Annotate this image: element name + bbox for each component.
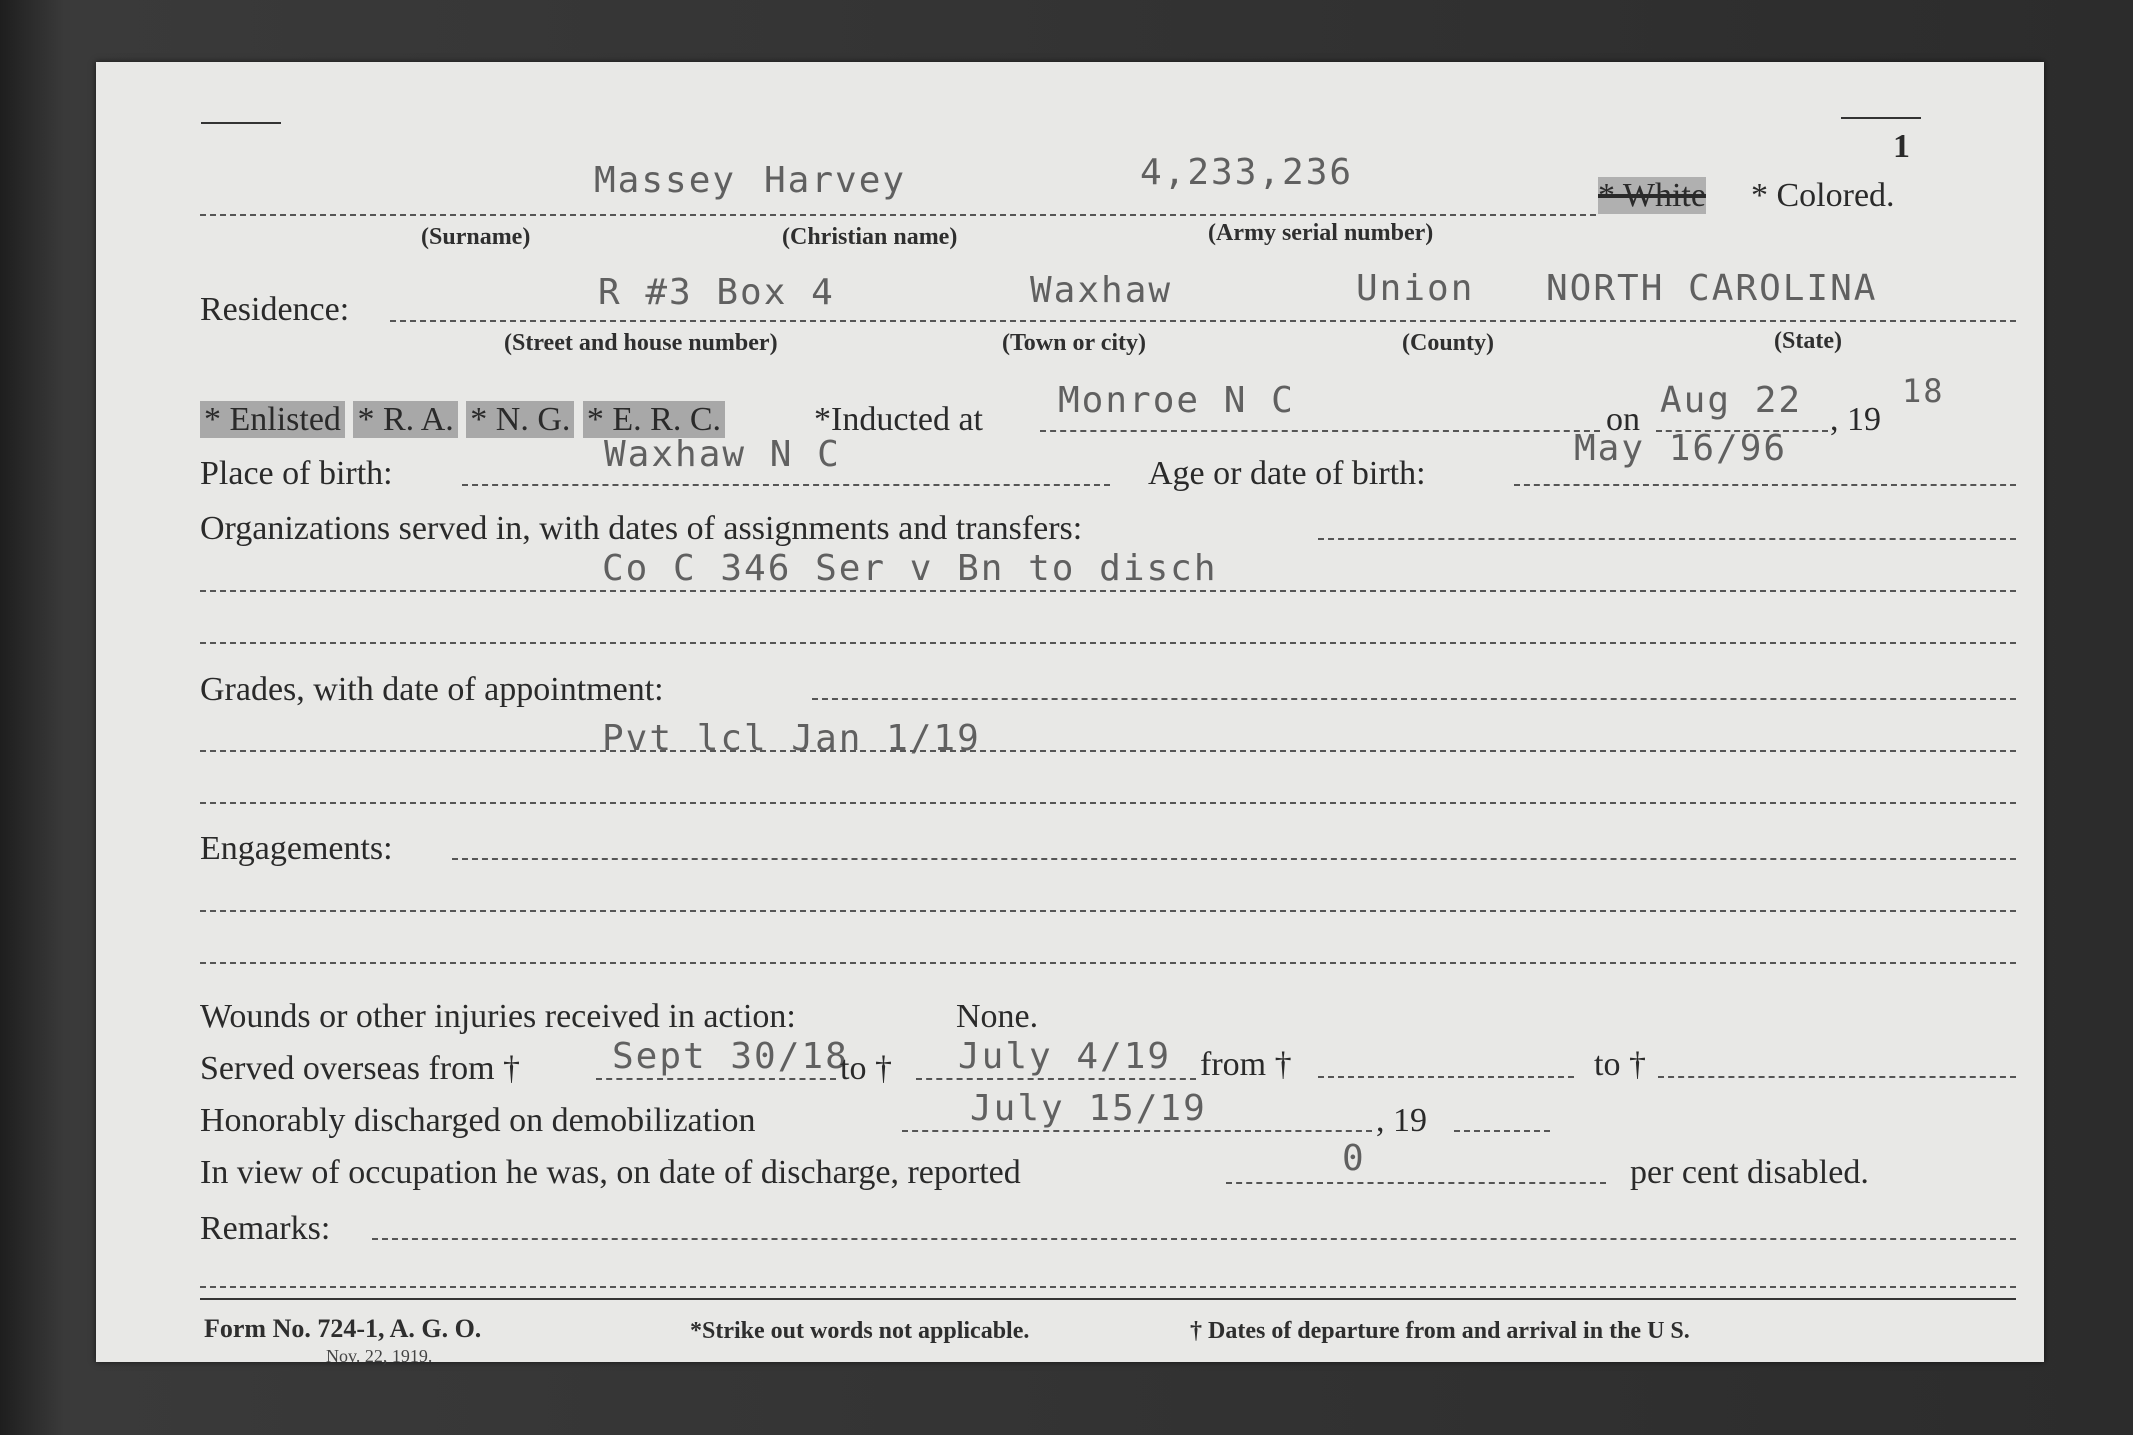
- street-caption: (Street and house number): [504, 330, 778, 356]
- inducted-line: [1040, 430, 1600, 432]
- disability-suffix: per cent disabled.: [1630, 1154, 1869, 1191]
- disability-label: In view of occupation he was, on date of discharge, reported: [200, 1154, 1021, 1191]
- residence-label: Residence:: [200, 291, 350, 328]
- engagements-line-3: [200, 962, 2016, 964]
- discharge-year-line: [1454, 1130, 1550, 1132]
- discharge-date-line: [902, 1130, 1372, 1132]
- race-white-struck: * White: [1598, 177, 1706, 214]
- overseas-to-2-label: to †: [1594, 1046, 1646, 1083]
- footnote-dates: † Dates of departure from and arrival in the U S.: [1190, 1318, 1690, 1344]
- overseas-to-2-line: [1658, 1076, 2016, 1078]
- form-number: Form No. 724-1, A. G. O.: [204, 1314, 482, 1343]
- overseas-to-line: [916, 1078, 1196, 1080]
- remarks-line-1: [372, 1238, 2016, 1240]
- overseas-to-label: to †: [840, 1050, 892, 1087]
- place-of-birth-value: Waxhaw N C: [604, 434, 841, 475]
- grades-line-3: [200, 802, 2016, 804]
- card-number: 1: [1893, 128, 1910, 165]
- grades-line-1: [812, 698, 2016, 700]
- footer-rule: [200, 1298, 2016, 1300]
- overseas-from-2-label: from †: [1200, 1046, 1292, 1083]
- organizations-value: Co C 346 Ser v Bn to disch: [602, 548, 1218, 589]
- ra-option: * R. A.: [353, 401, 457, 438]
- residence-street-value: R #3 Box 4: [598, 272, 835, 313]
- overseas-from-line: [596, 1078, 836, 1080]
- date-of-birth-value: May 16/96: [1574, 428, 1788, 469]
- date-of-birth-label: Age or date of birth:: [1148, 455, 1426, 492]
- organizations-label: Organizations served in, with dates of assignments and transfers:: [200, 510, 1083, 547]
- christian-name-value: Harvey: [764, 160, 907, 201]
- enlisted-option: * Enlisted: [200, 401, 345, 438]
- top-right-rule: [1841, 117, 1921, 119]
- engagements-label: Engagements:: [200, 830, 393, 867]
- remarks-label: Remarks:: [200, 1210, 331, 1247]
- erc-option: * E. R. C.: [583, 401, 725, 438]
- served-overseas-label: Served overseas from †: [200, 1050, 521, 1087]
- form-date: Nov. 22, 1919.: [326, 1346, 433, 1366]
- ng-option: * N. G.: [466, 401, 574, 438]
- on-label: on: [1606, 401, 1640, 438]
- christian-name-caption: (Christian name): [782, 224, 958, 250]
- residence-county-value: Union: [1356, 268, 1475, 309]
- residence-line: [390, 320, 2016, 322]
- place-of-birth-line: [462, 484, 1110, 486]
- discharge-date-value: July 15/19: [970, 1088, 1207, 1129]
- place-of-birth-label: Place of birth:: [200, 455, 393, 492]
- serial-number-caption: (Army serial number): [1208, 220, 1434, 246]
- serial-number-value: 4,233,236: [1140, 152, 1354, 193]
- inducted-place-value: Monroe N C: [1058, 380, 1295, 421]
- remarks-line-2: [200, 1286, 2016, 1288]
- induction-date-value: Aug 22: [1660, 380, 1803, 421]
- overseas-from-date-value: Sept 30/18: [612, 1036, 849, 1077]
- residence-state-value: NORTH CAROLINA: [1546, 268, 1878, 309]
- race-colored: * Colored.: [1751, 177, 1895, 214]
- wounds-label: Wounds or other injuries received in action:: [200, 998, 796, 1035]
- footnote-strike-out: *Strike out words not applicable.: [690, 1318, 1030, 1344]
- organizations-line-1: [1318, 538, 2016, 540]
- state-caption: (State): [1774, 328, 1842, 354]
- organizations-line-2: [200, 590, 2016, 592]
- discharge-label: Honorably discharged on demobilization: [200, 1102, 756, 1139]
- name-line: [200, 214, 1596, 216]
- overseas-from-2-line: [1318, 1076, 1574, 1078]
- overseas-to-date-value: July 4/19: [958, 1036, 1172, 1077]
- surname-value: Massey: [594, 160, 737, 201]
- inducted-label: *Inducted at: [814, 401, 983, 438]
- top-left-rule: [201, 122, 281, 124]
- disability-line: [1226, 1182, 1606, 1184]
- town-caption: (Town or city): [1002, 330, 1146, 356]
- date-of-birth-line: [1514, 484, 2016, 486]
- engagements-line-1: [452, 858, 2016, 860]
- year-prefix: , 19: [1830, 401, 1881, 438]
- residence-town-value: Waxhaw: [1030, 270, 1173, 311]
- grades-value: Pvt lcl Jan 1/19: [602, 718, 981, 759]
- organizations-line-3: [200, 642, 2016, 644]
- engagements-line-2: [200, 910, 2016, 912]
- grades-line-2: [200, 750, 2016, 752]
- disability-value: 0: [1342, 1138, 1366, 1179]
- wounds-value: None.: [956, 998, 1039, 1035]
- service-record-card: [96, 62, 2044, 1366]
- discharge-year-label: , 19: [1376, 1102, 1427, 1139]
- county-caption: (County): [1402, 330, 1495, 356]
- induction-year-value: 18: [1902, 372, 1945, 410]
- surname-caption: (Surname): [421, 224, 531, 250]
- grades-label: Grades, with date of appointment:: [200, 671, 664, 708]
